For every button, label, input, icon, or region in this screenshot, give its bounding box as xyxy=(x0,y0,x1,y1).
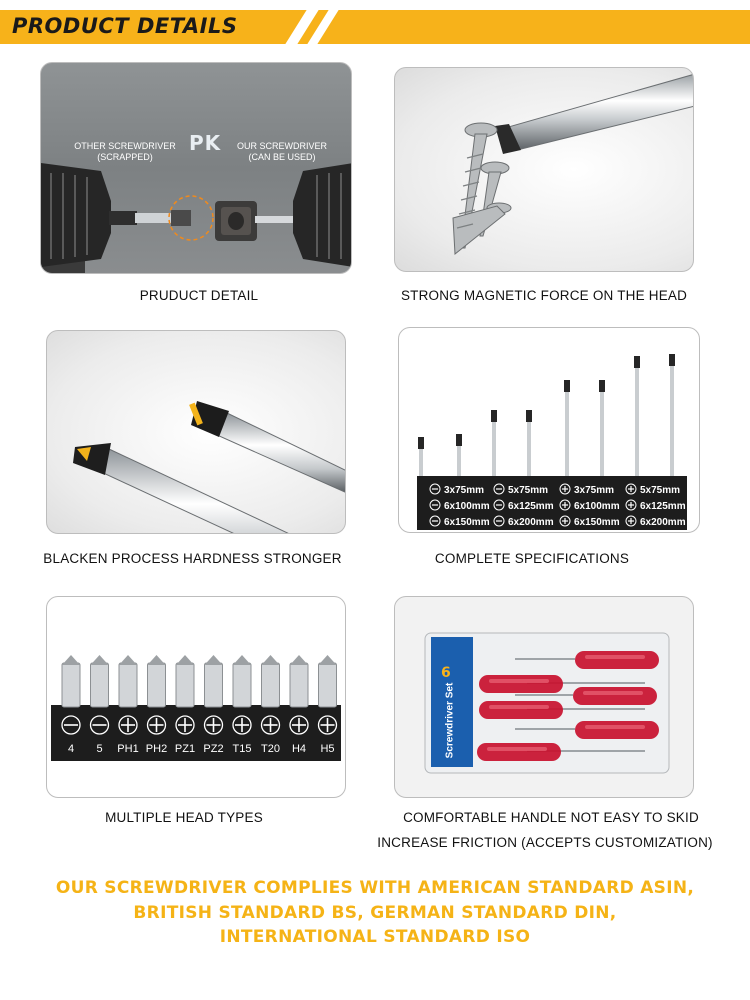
bit-label: H4 xyxy=(291,743,307,755)
spec-size: 6x100mm xyxy=(444,501,490,512)
screwdriver-shaft xyxy=(491,410,497,476)
package-name: Screwdriver Set xyxy=(444,682,456,759)
standards-line-2: BRITISH STANDARD BS, GERMAN STANDARD DIN, xyxy=(133,903,617,923)
spec-size: 5x75mm xyxy=(508,485,549,496)
screwdriver-shaft xyxy=(526,410,532,476)
blackened-tips-illustration xyxy=(47,331,346,534)
our-screwdriver-label: OUR SCREWDRIVER xyxy=(236,141,327,151)
spec-size: 6x200mm xyxy=(640,517,686,528)
header-banner xyxy=(0,10,750,44)
standards-line-1: OUR SCREWDRIVER COMPLIES WITH AMERICAN STANDARD ASIN, xyxy=(55,878,695,898)
bit-label: PZ2 xyxy=(203,743,224,755)
bit-label: H5 xyxy=(320,743,335,755)
bit-label: 5 xyxy=(96,743,103,755)
drill-comparison-illustration xyxy=(41,63,352,274)
magnetic-head-photo xyxy=(394,67,694,272)
caption-comfortable-handle: COMFORTABLE HANDLE NOT EASY TO SKID xyxy=(403,810,699,825)
head-types-photo xyxy=(46,596,346,798)
pk-label: PK xyxy=(189,131,222,155)
spec-size: 6x150mm xyxy=(574,517,620,528)
bit-set-illustration xyxy=(47,597,346,798)
caption-complete-specifications: COMPLETE SPECIFICATIONS xyxy=(434,551,630,566)
screwdriver-shaft xyxy=(669,354,675,476)
bit-label: T15 xyxy=(232,743,252,755)
package-count: 6 xyxy=(441,665,451,681)
screwdriver-shaft xyxy=(634,356,640,476)
other-screwdriver-status: (SCRAPPED) xyxy=(97,152,153,162)
package-label xyxy=(435,657,469,765)
caption-increase-friction: INCREASE FRICTION (ACCEPTS CUSTOMIZATION) xyxy=(377,835,713,850)
bit-label: PH1 xyxy=(117,743,139,755)
spec-size: 3x75mm xyxy=(574,485,615,496)
our-screwdriver-status: (CAN BE USED) xyxy=(248,152,316,162)
screwdriver-shaft xyxy=(564,380,570,476)
magnetic-screwdriver-illustration xyxy=(395,68,694,272)
caption-multiple-head-types: MULTIPLE HEAD TYPES xyxy=(105,810,263,825)
screwdriver-set-photo xyxy=(394,596,694,798)
bit-label: PZ1 xyxy=(174,743,196,755)
spec-size: 6x125mm xyxy=(508,501,554,512)
caption-product-detail: PRUDUCT DETAIL xyxy=(139,288,259,303)
page-title: PRODUCT DETAILS xyxy=(12,14,238,38)
spec-size: 6x100mm xyxy=(574,501,620,512)
specifications-photo xyxy=(398,327,700,533)
spec-size: 3x75mm xyxy=(444,485,485,496)
caption-blacken-process: BLACKEN PROCESS HARDNESS STRONGER xyxy=(43,551,342,566)
comparison-photo xyxy=(40,62,352,274)
bit-label: PH2 xyxy=(145,743,168,755)
screwdriver-shaft xyxy=(456,434,462,476)
screwdriver-shaft xyxy=(599,380,605,476)
specifications-chart xyxy=(399,328,700,533)
spec-size: 6x125mm xyxy=(640,501,686,512)
spec-size: 6x150mm xyxy=(444,517,490,528)
caption-magnetic-force: STRONG MAGNETIC FORCE ON THE HEAD xyxy=(400,288,688,303)
standards-line-3: INTERNATIONAL STANDARD ISO xyxy=(219,927,531,947)
other-screwdriver-label: OTHER SCREWDRIVER xyxy=(74,141,176,151)
bit-label: 4 xyxy=(67,743,75,755)
blacken-process-photo xyxy=(46,330,346,534)
screwdriver-shaft xyxy=(418,437,424,476)
spec-size: 5x75mm xyxy=(640,485,681,496)
spec-size: 6x200mm xyxy=(508,517,554,528)
bit-label: T20 xyxy=(261,743,280,755)
